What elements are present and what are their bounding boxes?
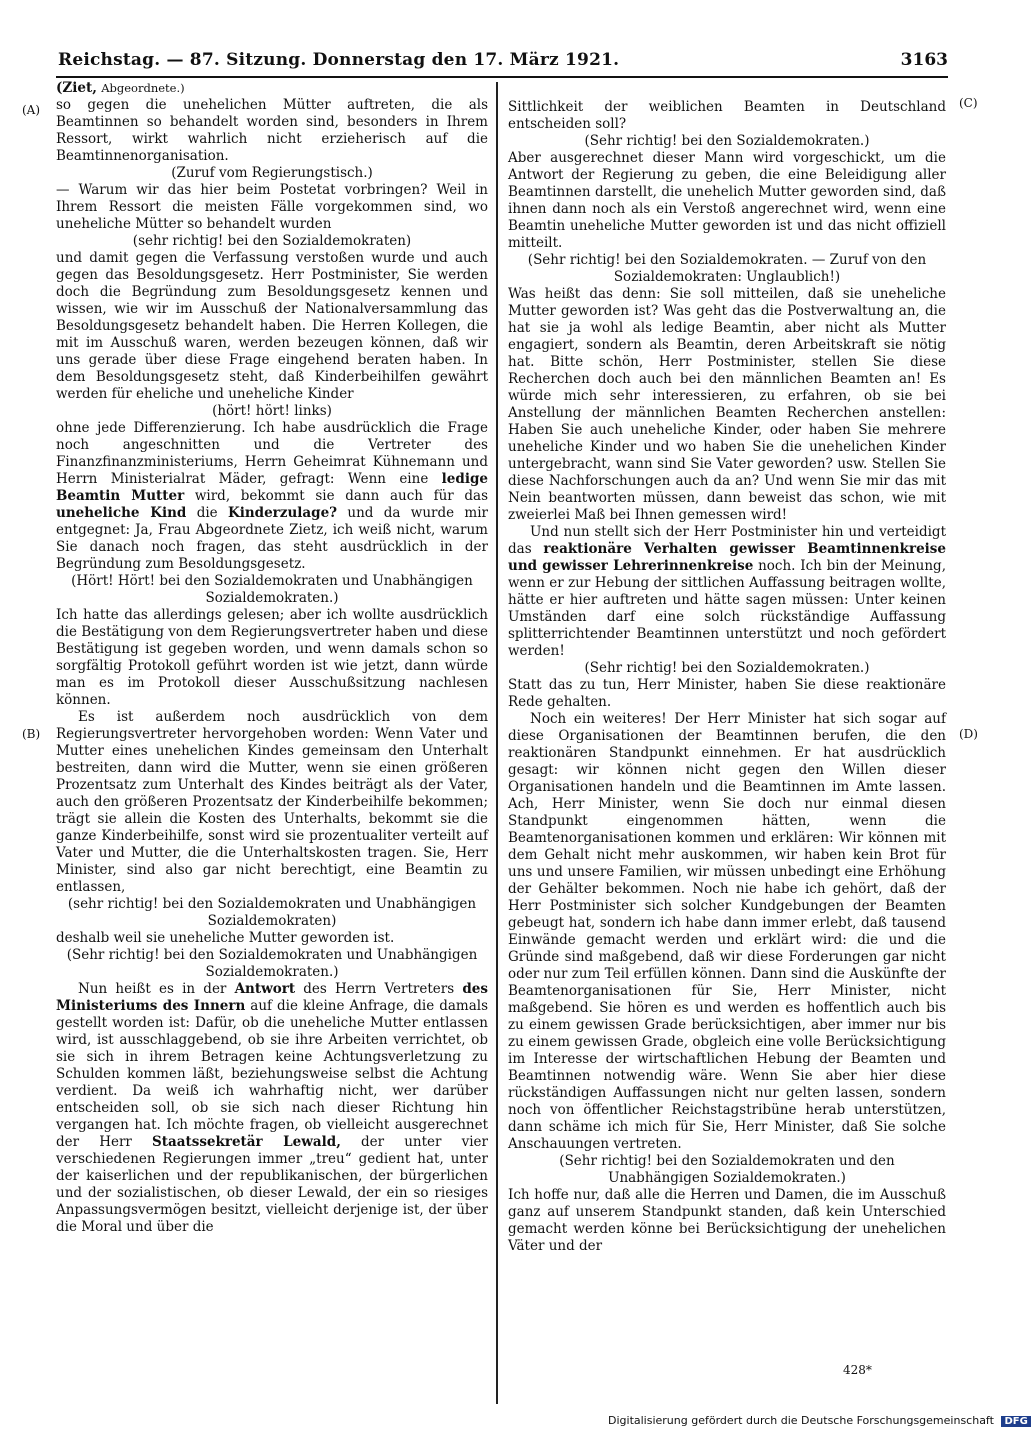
page-header xyxy=(58,50,948,74)
margin-marker-b: (B) xyxy=(22,727,41,741)
digitization-credit xyxy=(608,1414,1031,1427)
interjection: (sehr richtig! bei den Sozialdemokraten und Unabhängigen Sozialdemokraten) xyxy=(67,896,477,929)
interjection: (Sehr richtig! bei den Sozialdemokraten. — Zuruf von den Sozialdemokraten: Unglaublich!) xyxy=(527,252,927,285)
paragraph: — Warum wir das hier beim Postetat vorbringen? Weil in Ihrem Ressort die meisten Fälle vorgekommen sind, wo uneheliche Mütter so behandelt wurden xyxy=(56,182,488,232)
interjection: (hört! hört! links) xyxy=(212,403,332,419)
interjection: (Sehr richtig! bei den Sozialdemokraten.) xyxy=(584,133,870,149)
paragraph: Noch ein weiteres! Der Herr Minister hat sich sogar auf diese Organisationen der Beamtinnen berufen, die den reaktionären Standpunkt einnehmen. Er hat ausdrücklich gesagt: wir können nicht gegen den Willen dieser Organisationen handeln und die Beamtinnen im Amte lassen. Ach, Herr Minister, wenn Sie doch nur einmal diesen Standpunkt eingenommen hätten, wenn die Beamtenorganisationen kommen und erklären: Wir können mit dem Gehalt nicht mehr auskommen, wir haben kein Brot für uns und unsere Familien, wir müssen unbedingt eine Erhöhung der Gehälter bekommen. Noch nie habe ich gehört, daß der Herr Postminister sich solcher Kundgebungen der Beamten gebeugt hat, sondern ich habe dann immer erlebt, daß tausend Einwände gemacht werden und erklärt wird: die und die Gründe sind maßgebend, daß wir diese Forderungen gar nicht oder nur zum Teil erfüllen können. Dann sind die Auskünfte der Beamtenorganisationen für Sie, Herr Minister, nicht maßgebend. Sie hören es und werden es hoffentlich auch bis zu einem gewissen Grade berücksichtigen, aber immer nur bis zu einem gewissen Grade, obgleich eine volle Berücksichtigung im Interesse der wirtschaftlichen Hebung der Beamten und Beamtinnen notwendig wäre. Wenn Sie aber hier diese rückständigen Auffassungen nicht nur gelten lassen, sondern noch von öffentlicher Reichstagstribüne herab unterstützen, dann schäme ich mich für Sie, Herr Minister, daß Sie solche Anschauungen vertreten. xyxy=(508,711,946,1152)
emphasis: Kinderzulage? xyxy=(227,505,338,521)
header-rule xyxy=(56,76,948,78)
emphasis: uneheliche Kind xyxy=(56,505,187,521)
emphasis: Antwort xyxy=(234,981,296,997)
interjection: (Sehr richtig! bei den Sozialdemokraten und Unabhängigen Sozialdemokraten.) xyxy=(66,947,478,980)
speaker-line xyxy=(56,80,488,97)
paragraph: Sittlichkeit der weiblichen Beamten in Deutschland entscheiden soll? xyxy=(508,99,946,132)
column-divider xyxy=(496,82,498,1404)
margin-marker-a: (A) xyxy=(22,103,41,117)
interjection: (Zuruf vom Regierungstisch.) xyxy=(171,165,373,181)
margin-marker-d: (D) xyxy=(959,727,978,741)
emphasis: des Ministeriums des Innern xyxy=(56,981,488,1014)
paragraph: deshalb weil sie uneheliche Mutter geworden ist. xyxy=(56,930,395,946)
right-column xyxy=(508,99,946,1255)
credit-text: Digitalisierung gefördert durch die Deutsche Forschungsgemeinschaft xyxy=(608,1414,994,1427)
interjection: (Hört! Hört! bei den Sozialdemokraten und Unabhängigen Sozialdemokraten.) xyxy=(71,573,473,606)
paragraph: und damit gegen die Verfassung verstoßen wurde und auch gegen das Besoldungsgesetz. Herr Postminister, Sie werden doch die Begründung zum Besoldungsgesetz kennen und wissen, wie wir im Ausschuß der Nationalversammlung das Besoldungsgesetz behandelt haben. Die Herren Kollegen, die mit im Ausschuß waren, werden bezeugen können, daß wir uns gerade über diese Frage eingehend beraten haben. In dem Besoldungsgesetz steht, daß Kinderbeihilfen gewährt werden für eheliche und uneheliche Kinder xyxy=(56,250,488,402)
paragraph: ohne jede Differenzierung. Ich habe ausdrücklich die Frage noch angeschnitten und die Vertreter des Finanzfinanzministeriums, Herrn Geheimrat Kühnemann und Herrn Ministerialrat Mäder, gefragt: Wenn eine ledige Beamtin Mutter wird, bekommt sie dann auch für das uneheliche Kind die Kinderzulage? und da wurde mir entgegnet: Ja, Frau Abgeordnete Zietz, ich weiß nicht, warum Sie danach noch fragen, das steht ausdrücklich in der Begründung zum Besoldungsgesetz. xyxy=(56,420,489,572)
paragraph: Was heißt das denn: Sie soll mitteilen, daß sie uneheliche Mutter geworden ist? Was geht das die Postverwaltung an, die hat sie ja wohl als ledige Beamtin, aber nicht als Mutter engagiert, sondern als Beamtin, deren Arbeitskraft sie nötig hat. Bitte schön, Herr Postminister, stellen Sie diese Recherchen doch auch bei den männlichen Beamten an! Es würde mich sehr interessieren, zu erfahren, ob sie bei Anstellung der männlichen Beamten Recherchen anstellen: Haben Sie auch uneheliche Kinder, oder haben Sie mehrere uneheliche Kinder und wo haben Sie die unehelichen Kinder untergebracht, wann sind Sie Vater geworden? usw. Stellen Sie diese Nachforschungen auch da an? Und wenn Sie mir das mit Nein beantworten müssen, dann beweist das schon, wie mit zweierlei Maß bei Ihnen gemessen wird! xyxy=(508,286,946,523)
speaker-note: Abgeordnete.) xyxy=(101,81,185,95)
left-column xyxy=(56,80,488,1236)
interjection: (sehr richtig! bei den Sozialdemokraten) xyxy=(132,233,412,249)
paragraph: Und nun stellt sich der Herr Postminister hin und verteidigt das reaktionäre Verhalten gewisser Beamtinnenkreise und gewisser Lehrerinnenkreise noch. Ich bin der Meinung, wenn er zur Hebung der sittlichen Auffassung beitragen wollte, hätte er hier auftreten und hätte sagen müssen: Unter keinen Umständen darf eine solch rückständige Auffassung splitterrichtender Beamtinnen unterstützt und noch gefördert werden! xyxy=(508,524,946,659)
interjection: (Sehr richtig! bei den Sozialdemokraten.) xyxy=(584,660,870,676)
dfg-logo: DFG xyxy=(1001,1416,1030,1427)
paragraph: Aber ausgerechnet dieser Mann wird vorgeschickt, um die Antwort der Regierung zu geben, die eine Beleidigung aller Beamtinnen darstellt, die unehelich Mutter geworden sind, daß ihnen dann noch als ein Verstoß angerechnet wird, wenn eine Beamtin uneheliche Mutter geworden ist und das nicht offiziell mitteilt. xyxy=(508,150,946,251)
emphasis: reaktionäre Verhalten gewisser Beamtinnenkreise und gewisser Lehrerinnenkreise xyxy=(508,541,946,574)
header-title: Reichstag. — 87. Sitzung. Donnerstag den 17. März 1921. xyxy=(58,50,620,70)
paragraph: Ich hatte das allerdings gelesen; aber ich wollte ausdrücklich die Bestätigung von dem Regierungsvertreter haben und diese Bestätigung ist gegeben worden, und wenn damals schon so sorgfältig Protokoll geführt worden ist wie jetzt, dann würde man es im Protokoll dieser Ausschußsitzung nachlesen können. xyxy=(56,607,488,708)
emphasis: Staatssekretär Lewald, xyxy=(152,1134,341,1150)
interjection: (Sehr richtig! bei den Sozialdemokraten und den Unabhängigen Sozialdemokraten.) xyxy=(559,1153,895,1186)
margin-marker-c: (C) xyxy=(959,96,978,110)
page-number: 3163 xyxy=(900,50,948,70)
speaker-name: (Ziet, xyxy=(56,80,97,96)
paragraph: Nun heißt es in der Antwort des Herrn Vertreters des Ministeriums des Innern auf die kleine Anfrage, die damals gestellt worden ist: Dafür, ob die uneheliche Mutter entlassen wird, ist ausschlaggebend, ob sie ihre Arbeiten verrichtet, ob sie sich in ihrem Betragen keine Achtungsverletzung zu Schulden kommen läßt, beziehungsweise selbst die Achtung verdient. Da weiß ich wahrhaftig nicht, wer darüber entscheiden soll, ob sie sich nach dieser Richtung hin vergangen hat. Ich möchte fragen, ob vielleicht ausgerechnet der Herr Staatssekretär Lewald, der unter vier verschiedenen Regierungen immer „treu“ gedient hat, unter der kaiserlichen und der republikanischen, der bürgerlichen und der sozialistischen, ob dieser Lewald, der ein so riesiges Anpassungsvermögen besitzt, vielleicht derjenige ist, der über die Moral und über die xyxy=(56,981,489,1235)
paragraph: Ich hoffe nur, daß alle die Herren und Damen, die im Ausschuß ganz auf unserem Standpunkt standen, daß kein Unterschied gemacht werden könne bei Berücksichtigung der unehelichen Väter und der xyxy=(508,1187,946,1254)
emphasis: ledige Beamtin Mutter xyxy=(56,471,488,504)
sheet-number: 428* xyxy=(843,1363,872,1377)
paragraph: so gegen die unehelichen Mütter auftreten, die als Beamtinnen so behandelt worden sind, besonders in Ihrem Ressort, wirkt wahrlich nicht erzieherisch auf die Beamtinnenorganisation. xyxy=(56,97,488,164)
paragraph: Statt das zu tun, Herr Minister, haben Sie diese reaktionäre Rede gehalten. xyxy=(508,677,946,710)
paragraph: Es ist außerdem noch ausdrücklich von dem Regierungsvertreter hervorgehoben worden: Wenn Vater und Mutter eines unehelichen Kindes gemeinsam den Unterhalt bestreiten, dann wird die Mutter, wenn sie einen größeren Prozentsatz zum Unterhalt des Kindes beiträgt als der Vater, auch den größeren Prozentsatz der Kinderbeihilfe bekommen; trägt sie allein die Kosten des Unterhalts, bekommt sie die ganze Kinderbeihilfe, sonst wird sie prozentualiter verteilt auf Vater und Mutter, die die Unterhaltskosten tragen. Sie, Herr Minister, sind also gar nicht berechtigt, eine Beamtin zu entlassen, xyxy=(56,709,488,895)
